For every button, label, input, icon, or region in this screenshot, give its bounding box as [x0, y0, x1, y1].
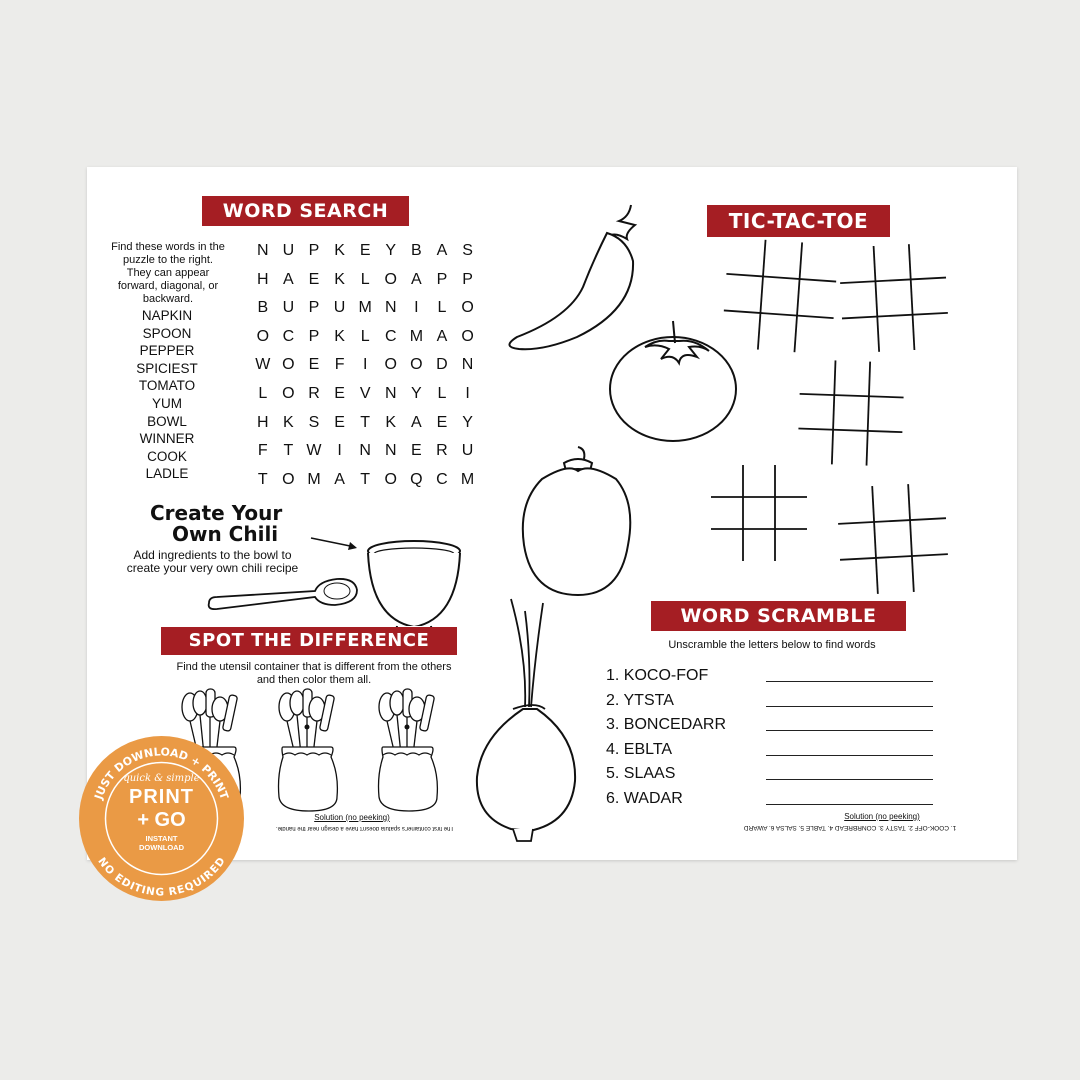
word-search-letter[interactable]: C: [384, 327, 397, 345]
tic-tac-toe-line: [867, 362, 871, 466]
word-search-letter[interactable]: I: [465, 384, 470, 402]
word-search-word: NAPKIN: [141, 308, 193, 323]
word-scramble-item: [606, 713, 933, 738]
word-search-letter[interactable]: K: [283, 413, 294, 431]
word-search-letter[interactable]: N: [384, 384, 397, 402]
word-search-letter[interactable]: E: [334, 384, 345, 402]
word-search-letter[interactable]: O: [282, 470, 295, 488]
word-search-letter[interactable]: M: [358, 299, 372, 317]
tic-tac-toe-line: [840, 278, 946, 284]
word-search-letter[interactable]: O: [384, 356, 397, 374]
badge-arc-bottom-text: NO EDITING REQUIRED: [95, 855, 228, 899]
spatula-design-icon: [405, 725, 410, 730]
word-search-letter[interactable]: E: [308, 270, 320, 288]
word-search-word: SPICIEST: [136, 360, 198, 376]
word-search-letter[interactable]: N: [384, 299, 397, 317]
whisk-icon: [193, 691, 207, 715]
word-search-letter[interactable]: P: [436, 270, 448, 288]
word-search-letter[interactable]: B: [257, 299, 269, 317]
word-scramble-item: [606, 762, 933, 787]
word-search-letter[interactable]: P: [308, 242, 320, 259]
word-search-letter[interactable]: R: [436, 442, 448, 460]
word-search-letter[interactable]: L: [437, 299, 447, 317]
word-search-letter[interactable]: H: [257, 413, 269, 431]
word-search-letter[interactable]: P: [462, 270, 473, 288]
tic-tac-toe-banner: TIC-TAC-TOE: [707, 205, 890, 237]
word-search-letter[interactable]: C: [436, 470, 448, 488]
badge-print: PRINT: [129, 786, 194, 808]
word-scramble-solution-text: 1. COOK-OFF 2. TASTY 3. CONRBREAD 4. TABLE 5. SALSA 6. AWARD: [743, 824, 957, 831]
tic-tac-toe-line: [842, 313, 948, 319]
tic-tac-toe-board[interactable]: [797, 359, 905, 467]
word-search-letter[interactable]: I: [337, 442, 342, 460]
word-search-letter[interactable]: U: [282, 242, 295, 259]
word-scramble-instructions: Unscramble the letters below to find words: [668, 639, 876, 651]
word-search-letter[interactable]: E: [334, 413, 345, 431]
tic-tac-toe-line: [726, 274, 836, 282]
word-search-word: PEPPER: [139, 343, 195, 359]
tic-tac-toe-line: [838, 518, 946, 524]
word-scramble-item: [606, 664, 933, 689]
word-search-letter[interactable]: R: [308, 384, 320, 402]
word-scramble-answer-line[interactable]: [766, 764, 933, 780]
spatula-design-icon: [305, 725, 310, 730]
word-search-letter[interactable]: O: [384, 470, 397, 488]
bell-pepper-icon: [512, 445, 642, 605]
create-chili-title-line2: Own Chili: [172, 522, 279, 546]
badge-instant: INSTANT: [145, 834, 178, 843]
word-search-letter[interactable]: F: [257, 442, 268, 460]
word-search-letter[interactable]: N: [461, 356, 474, 374]
word-search-letter[interactable]: W: [306, 442, 322, 460]
word-search-letter[interactable]: O: [256, 327, 270, 345]
word-scramble-banner: WORD SCRAMBLE: [651, 601, 906, 631]
spot-difference-solution-text: The first container's spatula doesn't have a design near the handle.: [275, 825, 455, 831]
word-search-letter[interactable]: A: [436, 242, 448, 259]
word-search-word: BOWL: [147, 413, 187, 429]
tic-tac-toe-board[interactable]: [838, 242, 949, 353]
word-search-letter[interactable]: O: [282, 356, 295, 374]
tic-tac-toe-board[interactable]: [721, 237, 838, 354]
word-search-letter[interactable]: Q: [410, 470, 423, 488]
word-search-letter[interactable]: T: [360, 413, 371, 431]
word-scramble-answer-line[interactable]: [766, 789, 933, 805]
tic-tac-toe-line: [840, 554, 948, 560]
word-search-letter[interactable]: K: [334, 242, 345, 259]
word-search-letter[interactable]: Y: [385, 242, 397, 259]
word-search-word-list: [127, 307, 207, 483]
word-search-letter[interactable]: T: [283, 442, 294, 460]
word-search-word: TOMATO: [138, 378, 196, 394]
word-search-letter[interactable]: E: [308, 356, 320, 374]
word-search-letter[interactable]: M: [460, 470, 475, 488]
arrow-icon: [311, 533, 361, 553]
word-search-letter[interactable]: N: [384, 442, 397, 460]
word-search-word: SPOON: [142, 325, 192, 341]
badge-go: + GO: [137, 809, 186, 831]
word-search-letter[interactable]: S: [308, 413, 320, 431]
word-search-letter[interactable]: C: [282, 327, 295, 345]
word-search-letter[interactable]: O: [410, 356, 423, 374]
word-scramble-item: [606, 738, 933, 763]
word-search-grid: [250, 237, 506, 494]
svg-text:NO EDITING REQUIRED: [95, 855, 227, 898]
word-search-letter[interactable]: E: [411, 442, 422, 460]
word-search-letter[interactable]: A: [411, 413, 422, 431]
create-chili-title: [150, 503, 310, 545]
word-scramble-word: 3. BONCEDARR: [606, 716, 727, 733]
word-search-letter[interactable]: E: [436, 413, 448, 431]
word-search-letter[interactable]: W: [255, 356, 271, 374]
word-scramble-answer-line[interactable]: [766, 740, 933, 756]
badge-download: DOWNLOAD: [139, 843, 184, 852]
word-scramble-word: 4. EBLTA: [606, 740, 673, 758]
tic-tac-toe-line: [909, 244, 915, 350]
word-scramble-answer-line[interactable]: [766, 666, 933, 682]
spot-difference-instructions: Find the utensil container that is different from the others and then color them all.: [176, 661, 452, 686]
whisk-icon: [390, 691, 404, 715]
word-search-letter[interactable]: U: [333, 299, 346, 317]
word-search-letter[interactable]: B: [411, 242, 422, 259]
word-search-letter[interactable]: P: [308, 327, 320, 345]
word-search-instructions: Find these words in the puzzle to the right. They can appear forward, diagonal, or backward.: [111, 241, 225, 305]
word-search-letter[interactable]: Y: [411, 384, 422, 402]
create-chili-title-line1: Create Your: [150, 501, 283, 525]
spot-difference-solution-label: Solution (no peeking): [314, 813, 390, 822]
tic-tac-toe-line: [758, 240, 766, 350]
tic-tac-toe-board[interactable]: [836, 482, 950, 596]
tic-tac-toe-line: [798, 429, 902, 433]
word-search-letter[interactable]: A: [334, 470, 345, 488]
onion-icon: [473, 597, 583, 847]
word-search-banner: WORD SEARCH: [202, 196, 409, 226]
word-search-letter[interactable]: L: [258, 384, 268, 402]
word-search-letter[interactable]: U: [461, 442, 474, 460]
word-search-letter[interactable]: M: [307, 470, 321, 488]
tic-tac-toe-line: [800, 394, 904, 398]
word-search-letter[interactable]: O: [461, 327, 474, 345]
word-scramble-solution-label: Solution (no peeking): [844, 812, 920, 821]
tic-tac-toe-line: [872, 486, 878, 594]
word-search-word: LADLE: [145, 466, 189, 482]
word-search-letter[interactable]: N: [359, 442, 371, 460]
word-scramble-list: [606, 664, 933, 811]
container-jar-icon: [379, 747, 438, 811]
container-jar-icon: [279, 747, 338, 811]
word-scramble-answer-line[interactable]: [766, 715, 933, 731]
word-search-letter[interactable]: L: [360, 270, 370, 288]
word-search-letter[interactable]: E: [359, 242, 371, 259]
create-chili-instructions: Add ingredients to the bowl to create your very own chili recipe: [126, 548, 299, 575]
word-search-word: COOK: [147, 448, 187, 464]
word-search-letter[interactable]: D: [436, 356, 448, 374]
whisk-icon: [290, 691, 304, 715]
badge-script: quick & simple: [123, 773, 200, 784]
word-search-letter[interactable]: K: [334, 327, 345, 345]
word-search-letter[interactable]: A: [411, 270, 422, 288]
tic-tac-toe-line: [832, 360, 836, 464]
word-search-letter[interactable]: K: [334, 270, 345, 288]
tic-tac-toe-line: [908, 484, 914, 592]
word-search-letter[interactable]: F: [334, 356, 345, 374]
word-search-letter[interactable]: A: [283, 270, 294, 288]
tic-tac-toe-board[interactable]: [711, 465, 807, 561]
utensil-container-2: [273, 685, 343, 815]
word-scramble-word: 5. SLAAS: [606, 765, 676, 782]
word-search-letter[interactable]: I: [414, 299, 419, 317]
word-search-letter[interactable]: P: [308, 299, 320, 317]
word-search-letter[interactable]: T: [257, 470, 268, 488]
spot-difference-banner: SPOT THE DIFFERENCE: [161, 627, 457, 655]
word-search-word: WINNER: [139, 431, 195, 447]
word-search-letter[interactable]: H: [257, 270, 269, 288]
word-search-letter[interactable]: N: [257, 242, 269, 259]
word-scramble-item: [606, 689, 933, 714]
word-scramble-item: [606, 787, 933, 812]
word-scramble-word: 1. KOCO-FOF: [606, 667, 709, 684]
word-scramble-answer-line[interactable]: [766, 691, 933, 707]
badge-arc-top-text: JUST DOWNLOAD + PRINT: [92, 745, 231, 802]
word-search-letter[interactable]: M: [409, 327, 424, 345]
word-search-letter[interactable]: O: [384, 270, 397, 288]
word-search-word: YUM: [152, 395, 182, 411]
word-search-letter[interactable]: O: [461, 299, 474, 317]
word-search-letter[interactable]: K: [385, 413, 397, 431]
tic-tac-toe-boards: [687, 237, 1007, 577]
tic-tac-toe-line: [874, 246, 880, 352]
utensil-container-3: [373, 685, 443, 815]
word-search-letter[interactable]: V: [359, 384, 371, 402]
word-search-letter[interactable]: L: [437, 384, 447, 402]
word-search-letter[interactable]: A: [436, 327, 448, 345]
word-scramble-word: 6. WADAR: [606, 789, 683, 807]
word-search-letter[interactable]: T: [360, 470, 371, 488]
tic-tac-toe-line: [794, 242, 802, 352]
word-search-letter[interactable]: L: [360, 327, 370, 345]
word-search-letter[interactable]: Y: [462, 413, 473, 431]
word-search-letter[interactable]: U: [282, 299, 295, 317]
spoon-icon: [205, 575, 365, 617]
word-search-letter[interactable]: I: [362, 356, 368, 374]
tic-tac-toe-line: [724, 310, 834, 318]
word-search-letter[interactable]: O: [282, 384, 295, 402]
print-and-go-badge: [79, 736, 244, 901]
word-scramble-word: 2. YTSTA: [606, 691, 674, 709]
word-search-letter[interactable]: S: [462, 242, 473, 259]
